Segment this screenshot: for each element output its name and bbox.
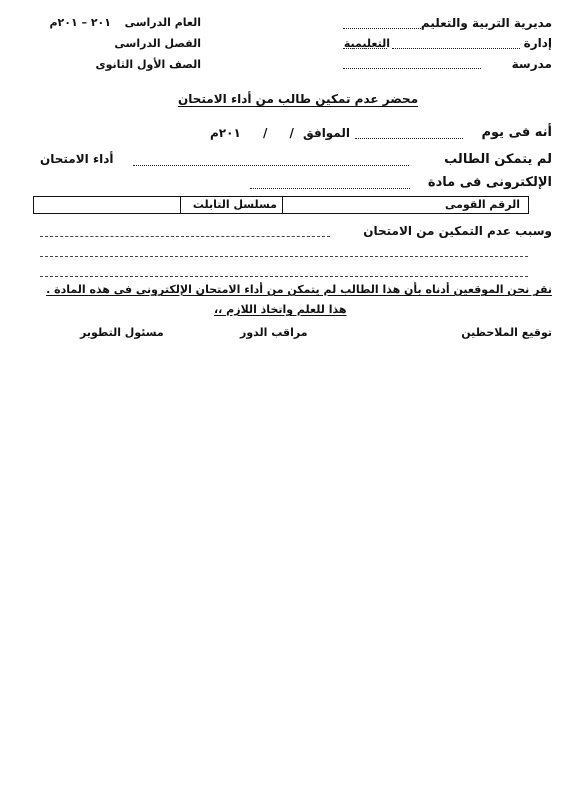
- administration-blank: [392, 48, 520, 49]
- observers-signature: توقيع الملاحظين: [461, 326, 552, 339]
- semester-label: الفصل الدراسى: [114, 37, 201, 50]
- administration-blank-2: [343, 48, 387, 49]
- date-label: الموافق: [303, 126, 350, 140]
- national-id-label: الرقم القومى: [444, 198, 520, 211]
- reason-label: وسبب عدم التمكين من الامتحان: [363, 224, 552, 238]
- school-label: مدرسة: [511, 57, 552, 71]
- table-divider: [282, 197, 283, 213]
- reason-line-1: [40, 236, 330, 237]
- subject-label: الإلكترونى فى مادة: [427, 175, 552, 190]
- reason-line-2: [40, 256, 528, 257]
- school-blank: [343, 68, 481, 69]
- day-blank: [355, 138, 463, 139]
- academic-year-value: ٢٠١ – ٢٠١م: [49, 16, 111, 29]
- student-info-table: [33, 196, 529, 214]
- floor-supervisor-signature: مراقب الدور: [240, 326, 308, 339]
- administration-suffix: التعليمية: [343, 37, 390, 50]
- directorate-label: مديرية التربية والتعليم: [420, 16, 552, 30]
- day-label: أنه فى يوم: [481, 125, 552, 140]
- date-value: / / ٢٠١م: [210, 126, 294, 140]
- declaration-text: نقر نحن الموقعين أدناه بأن هذا الطالب لم يتمكن من أداء الامتحان الإلكترونى فى هذه المادة .: [46, 283, 552, 296]
- table-divider-2: [180, 197, 181, 213]
- student-label: لم يتمكن الطالب: [444, 152, 552, 167]
- subject-blank: [250, 188, 410, 189]
- closing-text: هذا للعلم واتخاذ اللازم ،،: [214, 303, 347, 316]
- academic-year-label: العام الدراسى: [124, 16, 201, 29]
- document-title: محضر عدم تمكين طالب من أداء الامتحان: [178, 92, 419, 106]
- tablet-serial-label: مسلسل التابلت: [192, 198, 277, 211]
- student-blank: [133, 165, 409, 166]
- directorate-blank: [343, 28, 423, 29]
- development-officer-signature: مسئول التطوير: [80, 326, 164, 339]
- grade-label: الصف الأول الثانوى: [95, 58, 201, 71]
- exam-label: أداء الامتحان: [40, 152, 114, 166]
- administration-label: إدارة: [523, 36, 552, 50]
- reason-line-3: [40, 276, 528, 277]
